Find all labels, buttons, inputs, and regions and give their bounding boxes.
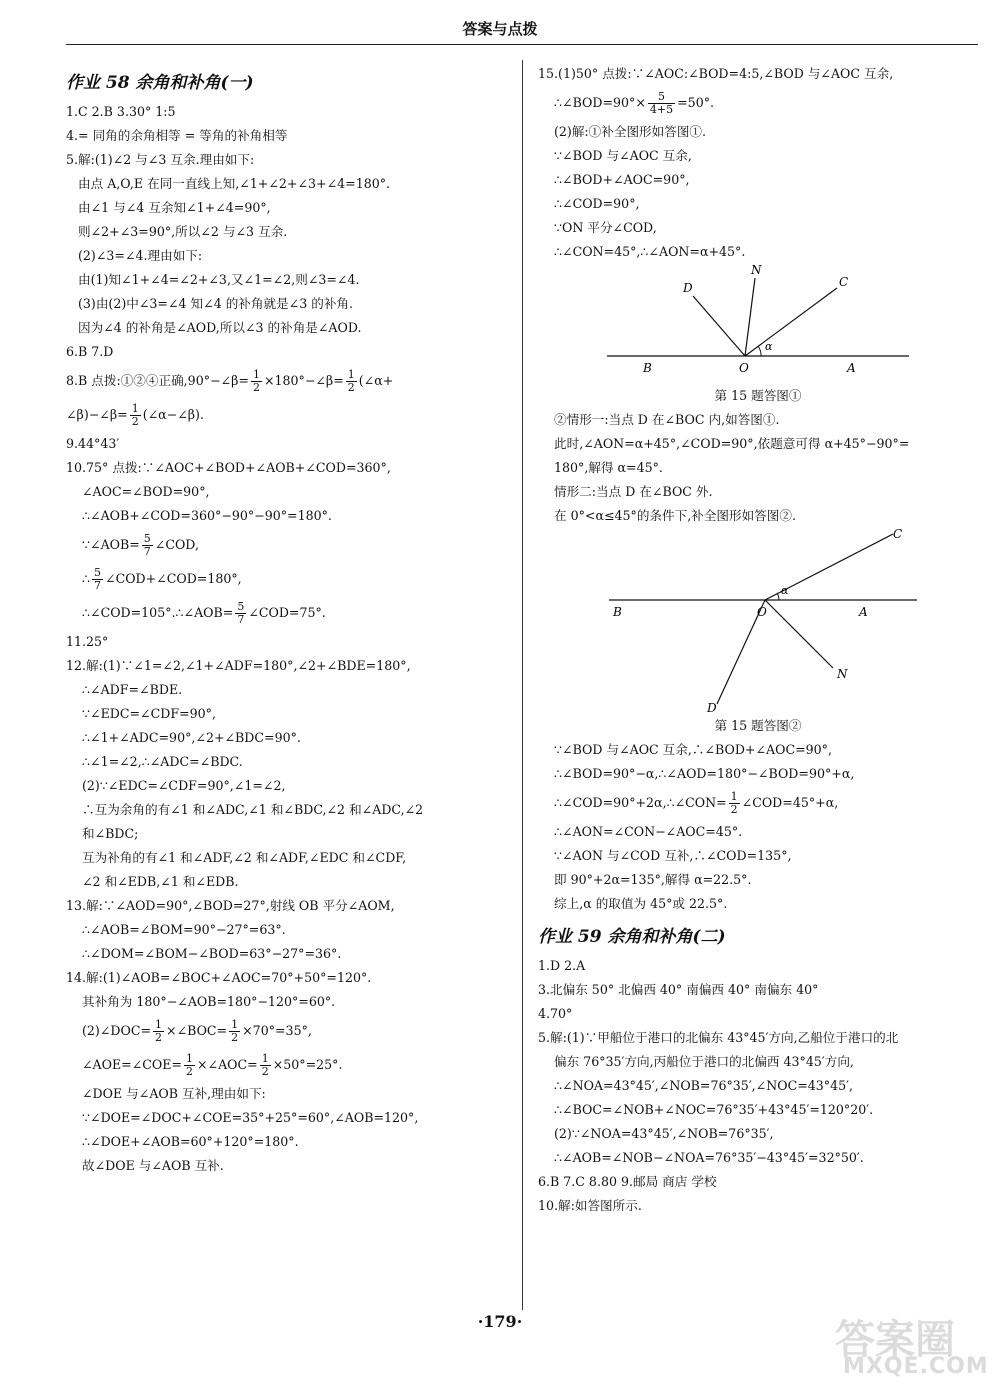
answer-line: ∴∠AOB=∠NOB−∠NOA=76°35′−43°45′=32°50′.: [554, 1150, 864, 1165]
answer-line: (2)∠3=∠4.理由如下:: [78, 248, 203, 263]
q15-line: (2)解:①补全图形如答图①.: [554, 124, 707, 139]
label-n: N: [751, 264, 762, 277]
answer-line: 1.D 2.A: [538, 958, 586, 973]
q13-line: ∴∠DOM=∠BOM−∠BOD=63°−27°=36°.: [82, 946, 342, 961]
fraction: [153, 1019, 164, 1044]
text-span: ∵∠AOB=: [82, 537, 140, 552]
numerator: 1: [261, 1052, 269, 1065]
answer-line: 5.解:(1)∵甲船位于港口的北偏东 43°45′方向,乙船位于港口的北: [538, 1030, 899, 1045]
q15-line: ∴∠CON=45°,∴∠AON=α+45°.: [554, 244, 746, 259]
q14-line: ∵∠DOE=∠DOC+∠COE=35°+25°=60°,∠AOB=120°,: [82, 1110, 419, 1125]
text-span: =50°.: [677, 95, 715, 110]
q12-line: ∠2 和∠EDB,∠1 和∠EDB.: [82, 874, 239, 889]
q8-line1: [66, 364, 516, 398]
q12-line: 12.解:(1)∵∠1=∠2,∠1+∠ADF=180°,∠2+∠BDE=180°,: [66, 658, 411, 673]
label-o: O: [739, 361, 749, 375]
q15-line: 此时,∠AON=α+45°,∠COD=90°,依题意可得 α+45°−90°=: [554, 436, 910, 451]
text-span: (∠α+: [358, 373, 394, 388]
text-span: (∠α−∠β).: [142, 407, 204, 422]
denominator: 2: [730, 803, 738, 816]
q15-line: 180°,解得 α=45°.: [554, 460, 663, 475]
q15-line: ②情形一:当点 D 在∠BOC 内,如答图①.: [554, 412, 780, 427]
q12-line: ∴∠1+∠ADC=90°,∠2+∠BDC=90°.: [82, 730, 301, 745]
label-a: A: [847, 361, 856, 375]
denominator: 7: [94, 579, 102, 592]
q14-line: [66, 1014, 516, 1048]
denominator: 2: [231, 1031, 239, 1044]
answer-line: 1.C 2.B 3.30° 1:5: [66, 104, 176, 119]
q15-line: ∴∠BOD+∠AOC=90°,: [554, 172, 690, 187]
denominator: 2: [155, 1031, 163, 1044]
answer-line: ∴∠BOC=∠NOB+∠NOC=76°35′+43°45′=120°20′.: [554, 1102, 874, 1117]
denominator: 4+5: [649, 103, 674, 116]
figure-15-1: [593, 264, 923, 384]
fraction: [346, 369, 357, 394]
q15-line: ∵∠BOD 与∠AOC 互余,: [554, 148, 692, 163]
q15-line: ∴∠COD=90°,: [554, 196, 640, 211]
fraction: [92, 567, 103, 592]
label-c: C: [839, 275, 849, 289]
answer-line: 由(1)知∠1+∠4=∠2+∠3,又∠1=∠2,则∠3=∠4.: [78, 272, 360, 287]
q12-line: ∴∠1=∠2,∴∠ADC=∠BDC.: [82, 754, 243, 769]
fraction: [235, 601, 246, 626]
text-span: ×∠BOC=: [166, 1023, 228, 1038]
answer-line: (2)∵∠NOA=43°45′,∠NOB=76°35′,: [554, 1126, 774, 1141]
fraction: [130, 403, 141, 428]
q15-line: 综上,α 的取值为 45°或 22.5°.: [554, 896, 728, 911]
answer-line: 由∠1 与∠4 互余知∠1+∠4=90°,: [78, 200, 271, 215]
text-span: ×70°=35°,: [242, 1023, 312, 1038]
q15-line: [538, 786, 978, 820]
numerator: 5: [94, 566, 102, 579]
answer-line: 9.44°43′: [66, 436, 120, 451]
q15-line: 情形二:当点 D 在∠BOC 外.: [554, 484, 713, 499]
q12-line: ∴互为余角的有∠1 和∠ADC,∠1 和∠BDC,∠2 和∠ADC,∠2: [82, 802, 424, 817]
text-span: ∠COD+∠COD=180°,: [105, 571, 242, 586]
numerator: 5: [648, 91, 675, 104]
q12-line: 互为补角的有∠1 和∠ADF,∠2 和∠ADF,∠EDC 和∠CDF,: [82, 850, 407, 865]
fraction: [184, 1053, 195, 1078]
text-span: (2)∠DOC=: [82, 1023, 152, 1038]
angle-arc: [758, 346, 761, 356]
q10-line: [66, 528, 516, 562]
q10-line: ∠AOC=∠BOD=90°,: [82, 484, 210, 499]
answer-line: 因为∠4 的补角是∠AOD,所以∠3 的补角是∠AOD.: [78, 320, 362, 335]
numerator: 1: [252, 368, 260, 381]
text-span: ∴∠COD=90°+2α,∴∠CON=: [554, 795, 727, 810]
watermark-site: MXQE.COM: [843, 1354, 989, 1379]
text-span: ∴∠COD=105°.∴∠AOB=: [82, 605, 234, 620]
q14-line: ∠DOE 与∠AOB 互补,理由如下:: [82, 1086, 266, 1101]
header-rule: [66, 44, 978, 45]
q10-line: 10.75° 点拨:∵∠AOC+∠BOD+∠AOB+∠COD=360°,: [66, 460, 391, 475]
denominator: 2: [261, 1065, 269, 1078]
answer-line: 11.25°: [66, 634, 109, 649]
q12-line: ∴∠ADF=∠BDE.: [82, 682, 183, 697]
numerator: 1: [730, 790, 738, 803]
label-o: O: [757, 605, 767, 619]
denominator: 7: [143, 545, 151, 558]
left-column: [66, 62, 516, 1178]
ray-on: [745, 278, 755, 356]
q15-line: ∴∠BOD=90°−α,∴∠AOD=180°−∠BOD=90°+α,: [554, 766, 855, 781]
label-c: C: [893, 528, 903, 541]
answer-line: 由点 A,O,E 在同一直线上知,∠1+∠2+∠3+∠4=180°.: [78, 176, 391, 191]
q14-line: ∴∠DOE+∠AOB=60°+120°=180°.: [82, 1134, 299, 1149]
q14-line: 故∠DOE 与∠AOB 互补.: [82, 1158, 224, 1173]
label-alpha: α: [765, 340, 773, 353]
watermark-logo: [835, 1308, 989, 1383]
section-heading-58: 作业 58 余角和补角(一): [66, 73, 254, 93]
denominator: 2: [185, 1065, 193, 1078]
page-header: 答案与点拨: [462, 20, 538, 38]
label-alpha: α: [781, 584, 789, 597]
text-span: ×180°−∠β=: [263, 373, 344, 388]
q15-line: ∵ON 平分∠COD,: [554, 220, 657, 235]
q14-line: [66, 1048, 516, 1082]
right-column: [538, 62, 978, 1218]
q10-line: ∴∠AOB+∠COD=360°−90°−90°=180°.: [82, 508, 332, 523]
answer-line: (3)由(2)中∠3=∠4 知∠4 的补角就是∠3 的补角.: [78, 296, 354, 311]
text-span: ×50°=25°.: [272, 1057, 343, 1072]
numerator: 5: [143, 532, 151, 545]
text-span: ∠COD=75°.: [248, 605, 326, 620]
numerator: 1: [131, 402, 139, 415]
label-d: D: [707, 701, 717, 714]
angle-arc: [777, 593, 779, 600]
answer-line: 6.B 7.C 8.80 9.邮局 商店 学校: [538, 1174, 717, 1189]
watermark-logo-text: 答案圈: [835, 1317, 955, 1363]
q15-line: 即 90°+2α=135°,解得 α=22.5°.: [554, 872, 752, 887]
q12-line: (2)∵∠EDC=∠CDF=90°,∠1=∠2,: [82, 778, 286, 793]
denominator: 2: [347, 381, 355, 394]
label-n: N: [837, 667, 848, 681]
fraction: [251, 369, 262, 394]
q10-line: [66, 596, 516, 630]
fraction: [648, 91, 675, 116]
q12-line: ∵∠EDC=∠CDF=90°,: [82, 706, 216, 721]
q15-line: [538, 86, 978, 120]
q15-line: 15.(1)50° 点拨:∵∠AOC:∠BOD=4:5,∠BOD 与∠AOC 互余,: [538, 66, 894, 81]
label-b: B: [643, 361, 652, 375]
fraction: [260, 1053, 271, 1078]
q15-line: ∵∠AON 与∠COD 互补,∴∠COD=135°,: [554, 848, 792, 863]
q15-line: 在 0°<α≤45°的条件下,补全图形如答图②.: [554, 508, 796, 523]
text-span: ∠AOE=∠COE=: [82, 1057, 182, 1072]
text-span: ∠COD,: [154, 537, 199, 552]
figure-15-2: [593, 528, 923, 714]
label-a: A: [859, 605, 868, 619]
numerator: 1: [185, 1052, 193, 1065]
figure-caption: 第 15 题答图②: [714, 718, 802, 733]
numerator: 1: [231, 1018, 239, 1031]
q13-line: ∴∠AOB=∠BOM=90°−27°=63°.: [82, 922, 286, 937]
q10-line: [66, 562, 516, 596]
fraction: [229, 1019, 240, 1044]
answer-line: 偏东 76°35′方向,丙船位于港口的北偏西 43°45′方向,: [554, 1054, 854, 1069]
denominator: 7: [237, 613, 245, 626]
q12-line: 和∠BDC;: [82, 826, 139, 841]
denominator: 2: [252, 381, 260, 394]
answer-line: 4.70°: [538, 1006, 573, 1021]
q14-line: 其补角为 180°−∠AOB=180°−120°=60°.: [82, 994, 336, 1009]
q15-line: ∴∠AON=∠CON−∠AOC=45°.: [554, 824, 743, 839]
text-span: ∴: [82, 571, 91, 586]
text-span: ×∠AOC=: [196, 1057, 258, 1072]
q8-line2: [66, 398, 516, 432]
answer-line: 6.B 7.D: [66, 344, 114, 359]
text-span: 8.B 点拨:①②④正确,90°−∠β=: [66, 373, 249, 388]
label-d: D: [683, 281, 693, 295]
answer-line: 5.解:(1)∠2 与∠3 互余.理由如下:: [66, 152, 255, 167]
column-divider: [522, 60, 523, 1310]
answer-line: 4.= 同角的余角相等 = 等角的补角相等: [66, 128, 288, 143]
ray-oc: [745, 288, 837, 356]
ray-on: [765, 600, 833, 668]
answer-line: 10.解:如答图所示.: [538, 1198, 642, 1213]
answer-line: ∴∠NOA=43°45′,∠NOB=76°35′,∠NOC=43°45′,: [554, 1078, 853, 1093]
q13-line: 13.解:∵∠AOD=90°,∠BOD=27°,射线 OB 平分∠AOM,: [66, 898, 395, 913]
text-span: ∠β)−∠β=: [66, 407, 128, 422]
answer-line: 3.北偏东 50° 北偏西 40° 南偏西 40° 南偏东 40°: [538, 982, 819, 997]
ray-od: [693, 296, 745, 356]
numerator: 5: [237, 600, 245, 613]
numerator: 1: [347, 368, 355, 381]
text-span: ∴∠BOD=90°×: [554, 95, 646, 110]
denominator: 2: [131, 415, 139, 428]
q15-line: ∵∠BOD 与∠AOC 互余,∴∠BOD+∠AOC=90°,: [554, 742, 832, 757]
numerator: 1: [155, 1018, 163, 1031]
figure-caption: 第 15 题答图①: [714, 388, 802, 403]
fraction: [142, 533, 153, 558]
fraction: [729, 791, 740, 816]
answer-line: 则∠2+∠3=90°,所以∠2 与∠3 互余.: [78, 224, 288, 239]
text-span: ∠COD=45°+α,: [741, 795, 839, 810]
q14-line: 14.解:(1)∠AOB=∠BOC+∠AOC=70°+50°=120°.: [66, 970, 372, 985]
label-b: B: [613, 605, 622, 619]
page-number: ·179·: [477, 1312, 523, 1331]
section-heading-59: 作业 59 余角和补角(二): [538, 927, 726, 947]
